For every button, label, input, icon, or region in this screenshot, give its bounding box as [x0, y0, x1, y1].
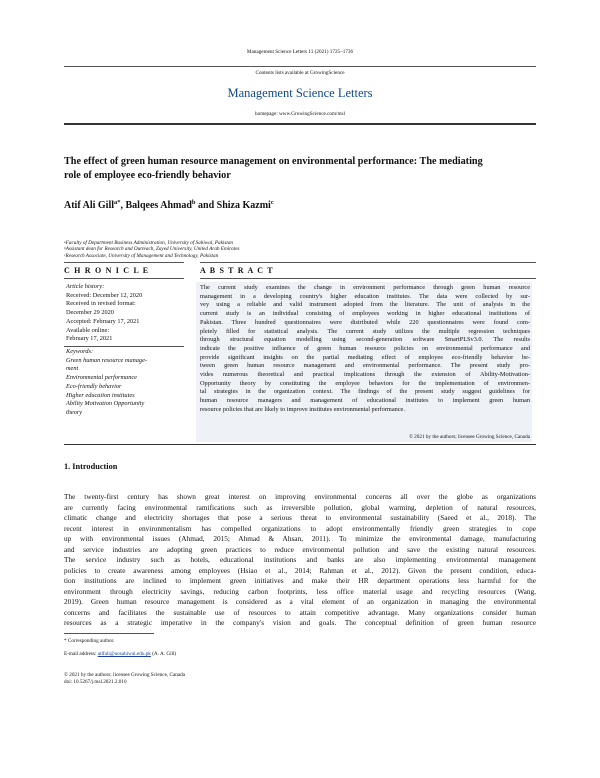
author-2: Balqees Ahmad$^b$: [125, 199, 196, 211]
chronicle-panel: [66, 283, 184, 344]
keywords-rule: [64, 346, 184, 347]
intro-line: policies to create awareness among employees (Hsiao et al., 2014; Rahman et al., 2012). Given the present condition, educa-: [64, 565, 536, 575]
email-note: [64, 651, 176, 657]
abstract-line: tween green human resource management and environmental performance. The present study pro-: [200, 362, 530, 370]
online-date: February 17, 2021: [66, 335, 113, 343]
keyword: Green human resource manage-: [66, 356, 147, 364]
author-1: Atif Ali Gill$^{a*}$: [64, 199, 121, 211]
affiliation-a: $^a$Faculty of Department Business Administration, University of Sahiwal, Pakistan: [64, 240, 234, 246]
abstract-line: Opportunity theory by constituting the employee behaviors for the implementation of environmen-: [200, 379, 530, 387]
footnote-rule: [64, 633, 154, 634]
abstract-heading-rule: [200, 278, 536, 279]
article-history-label: Article history:: [66, 283, 105, 290]
paper-title: [64, 155, 540, 182]
email-link[interactable]: atifali@uosahiwal.edu.pk: [97, 651, 151, 657]
abstract-line: management in a developing country's higher education institutes. The data were collected by sur-: [200, 292, 530, 300]
affiliation-c: $^c$Research Associate, University of Management and Technology, Pakistan: [64, 252, 219, 259]
keyword: Eco-friendly behavior: [66, 382, 122, 390]
intro-line: are currently facing environmental ramifications such as irreversible pollution, global warming, depletion of natural resources,: [64, 502, 536, 512]
keyword: theory: [66, 408, 83, 416]
abstract-line: tal strategies in the organization context. The findings of the present study suggest guidelines for: [200, 388, 530, 396]
intro-line: recent interest in environmentalism has compelled organizations to adopt environmentally friendly green strategies to cope: [64, 523, 536, 533]
keywords-panel: [66, 348, 184, 418]
abstract-line: Pakistan. Three hundred questionnaires were distributed while 220 questionnaires were found com-: [200, 318, 530, 326]
abstract-line: resource policies that are likely to improve institutes environmental performance.: [200, 405, 405, 413]
abstract-line: human resource managers and management of educational institutes to implement green human: [200, 397, 530, 405]
keyword: Ability Motivation Opportunity: [66, 400, 145, 408]
revised-label: Received in revised format:: [66, 300, 136, 308]
author-3: Shiza Kazmi$^c$: [216, 199, 274, 211]
corresponding-author-note: * Corresponding author.: [64, 638, 115, 644]
abstract-line: pletely filled for statistical analysis. The current study utilizes the multiple regression techniques: [200, 327, 530, 335]
author-list: [64, 200, 540, 211]
abstract-line: provide significant insights on the partial mediating effect of employee eco-friendly behavior be-: [200, 353, 530, 361]
keyword: ment: [66, 365, 79, 373]
abstract-line: indicate the positive influence of green human resource policies on environmental performance and: [200, 344, 530, 352]
title-line-2: role of employee eco-friendly behavior: [64, 169, 231, 181]
chronicle-top-rule: [64, 262, 184, 263]
revised-date: December 29 2020: [66, 309, 114, 317]
intro-line: environment through electricity savings, reducing carbon footprints, less office material usage and recycling resources (Wang,: [64, 586, 536, 596]
abstract-copyright: © 2021 by the authors; licensee Growing Science, Canada: [408, 434, 530, 440]
contents-line: Contents lists available at GrowingScience: [255, 70, 345, 76]
intro-line: and service industries are adopting green practices to reduce environmental pollution and save the existing natural resources.: [64, 544, 536, 554]
received-date: Received: December 12, 2020: [66, 291, 143, 299]
intro-line: 2019). Green human resource management is considered as a vital element of an organization in managing the environmental: [64, 597, 536, 606]
doi-note: doi: 10.5267/j.msl.2021.2.010: [64, 679, 127, 685]
license-note: © 2021 by the authors; licensee Growing Science, Canada: [64, 672, 186, 678]
abstract-heading: A B S T R A C T: [200, 266, 274, 275]
abstract-top-rule: [200, 262, 536, 263]
affiliations: [64, 240, 540, 259]
keyword: Higher education institutes: [66, 391, 135, 399]
header-bottom-rule: [64, 123, 536, 125]
title-line-1: The effect of green human resource management on environmental performance: The mediating: [64, 156, 483, 167]
author-separator: and: [195, 200, 217, 211]
abstract-line: through structural equation modelling using second-generation software SmartPLSv3.0. The results: [200, 336, 530, 344]
chronicle-heading: C H R O N I C L E: [64, 266, 150, 275]
email-suffix: (A. A. Gill): [150, 651, 177, 657]
intro-line: The service industry such as hotels, educational institutions and banks are also implementing environmental management: [64, 555, 536, 564]
abstract-bottom-rule: [64, 444, 536, 445]
online-label: Available online:: [66, 326, 110, 334]
journal-homepage: homepage: www.GrowingScience.com/msl: [255, 111, 345, 117]
chronicle-heading-rule: [64, 278, 184, 279]
intro-line: concerns and facilitates the sustainable use of resources to attain competitive advantage. Many organizations consider human: [64, 607, 536, 617]
section-heading-introduction: 1. Introduction: [64, 462, 118, 471]
keywords-label: Keywords:: [66, 348, 94, 355]
email-label: E-mail address:: [64, 651, 98, 657]
abstract-line: current study is an individual consisting of employees working in higher educational institutions of: [200, 310, 530, 318]
abstract-body: [200, 284, 530, 415]
intro-line: The twenty-first century has shown great interest on improving environmental concerns all over the globe as organizations: [64, 492, 536, 501]
affiliation-b: $^b$Assistant dean for Research and Outreach, Zayed University, United Arab Emirates: [64, 246, 240, 253]
intro-line: resources as a strategic imperative in the company's vision and goals. The conceptual definition of green human resource: [64, 618, 536, 627]
accepted-date: Accepted: February 17, 2021: [66, 317, 140, 325]
journal-name: Management Science Letters: [227, 86, 373, 100]
intro-line: tion institutions are inclined to implement green initiatives and make their HR department operations less harmful for the: [64, 576, 536, 585]
keyword: Environmental performance: [66, 374, 137, 382]
intro-line: climatic change and electricity shortages that pose a serious threat to environmental sustainability (Saeed et al., 2018). The: [64, 513, 536, 522]
introduction-body: [64, 492, 536, 629]
intro-line: up with environmental issues (Ahmad, 2015; Ahmad & Ahsan, 2011). To minimize the environmental damage, manufacturing: [64, 534, 536, 543]
abstract-line: vey using a reliable and valid instrument adopted from the literature. The unit of analysis in the: [200, 301, 530, 309]
abstract-line: vides numerous theoretical and practical implications through the extension of Ability-Motivation-: [200, 371, 530, 379]
running-header: Management Science Letters 11 (2021) 1725–1736: [246, 49, 354, 55]
author-separator: ,: [120, 200, 126, 211]
abstract-line: The current study examines the change in environment performance through green human resource: [200, 284, 530, 291]
header-top-rule: [64, 66, 536, 67]
